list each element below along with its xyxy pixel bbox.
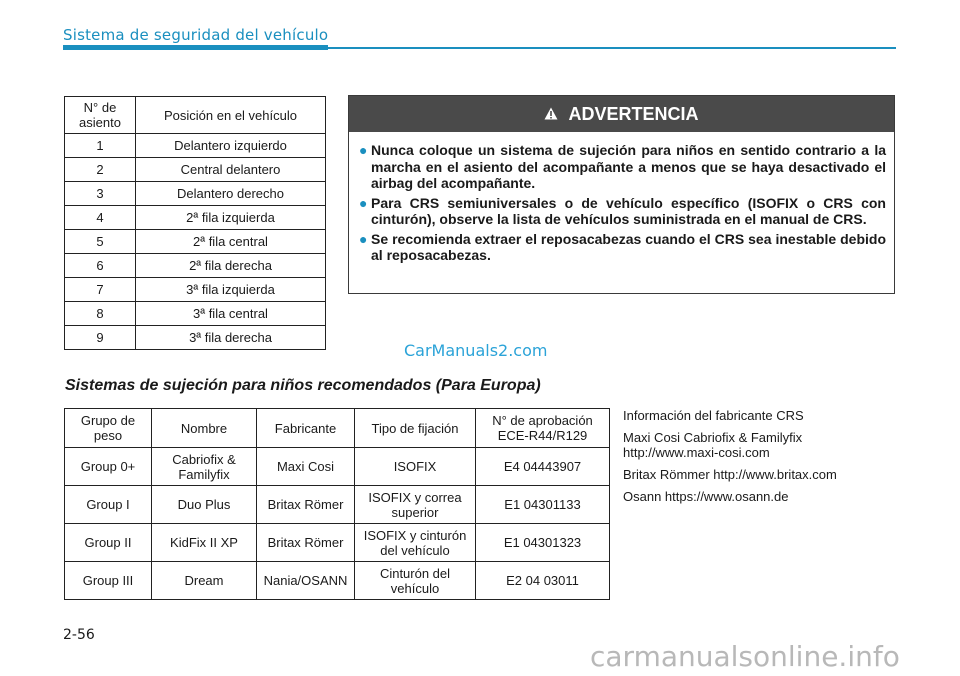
column-header: Tipo de fijación: [355, 409, 476, 448]
table-header-row: [65, 97, 326, 134]
table-cell: ISOFIX y correa superior: [355, 486, 476, 524]
table-row: [65, 326, 326, 350]
table-cell: Delantero derecho: [136, 182, 326, 206]
table-cell: ISOFIX y cinturón del vehículo: [355, 524, 476, 562]
bullet-icon: ●: [359, 142, 368, 158]
warning-item-text: Para CRS semiuniversales o de vehículo específico (ISOFIX o CRS con cinturón), observe la lista de vehículos suministrada en el manual de CRS.: [371, 194, 886, 227]
warning-box: [348, 95, 895, 294]
table-cell: E1 04301133: [476, 486, 610, 524]
table-row: [65, 182, 326, 206]
manufacturer-info-title: Información del fabricante CRS: [623, 408, 804, 423]
footer-watermark: carmanualsonline.info: [590, 640, 900, 673]
manufacturer-entry: Maxi Cosi Cabriofix & Familyfix http://www.maxi-cosi.com: [623, 430, 803, 460]
table-cell: 8: [65, 302, 136, 326]
table-cell: ISOFIX: [355, 448, 476, 486]
table-cell: Duo Plus: [152, 486, 257, 524]
column-header: Fabricante: [257, 409, 355, 448]
column-header: Posición en el vehículo: [136, 97, 326, 134]
table-cell: 2ª fila central: [136, 230, 326, 254]
manufacturer-entry: Britax Römmer http://www.britax.com: [623, 467, 837, 482]
table-cell: Delantero izquierdo: [136, 134, 326, 158]
column-header: N° de asiento: [65, 97, 136, 134]
table-cell: 4: [65, 206, 136, 230]
table-cell: 3ª fila izquierda: [136, 278, 326, 302]
subsection-title: Sistemas de sujeción para niños recomendados (Para Europa): [65, 377, 541, 394]
column-header: N° de aprobación ECE-R44/R129: [476, 409, 610, 448]
table-row: [65, 230, 326, 254]
seat-position-table: [64, 96, 326, 350]
table-row: [65, 134, 326, 158]
table-row: [65, 562, 610, 600]
table-cell: 2ª fila izquierda: [136, 206, 326, 230]
table-cell: 2ª fila derecha: [136, 254, 326, 278]
table-cell: Britax Römer: [257, 524, 355, 562]
manufacturer-entry: Osann https://www.osann.de: [623, 489, 789, 504]
table-row: [65, 524, 610, 562]
table-cell: 3: [65, 182, 136, 206]
table-cell: Maxi Cosi: [257, 448, 355, 486]
table-cell: 9: [65, 326, 136, 350]
table-cell: Dream: [152, 562, 257, 600]
bullet-icon: ●: [359, 230, 368, 247]
header-rule-thin: [328, 47, 896, 49]
table-row: [65, 206, 326, 230]
table-row: [65, 158, 326, 182]
table-header-row: [65, 409, 610, 448]
warning-item-text: Nunca coloque un sistema de sujeción para niños en sentido contrario a la marcha en el asiento del acompañante a menos que se haya desactivado el airbag del acompañante.: [371, 142, 886, 191]
manufacturer-info: [623, 408, 853, 511]
page-number: 2-56: [63, 627, 95, 643]
column-header: Grupo de peso: [65, 409, 152, 448]
table-cell: 5: [65, 230, 136, 254]
watermark-text: CarManuals2.com: [404, 341, 548, 360]
list-item: [359, 142, 886, 192]
table-cell: E2 04 03011: [476, 562, 610, 600]
table-cell: 2: [65, 158, 136, 182]
column-header: Nombre: [152, 409, 257, 448]
crs-recommendation-table: [64, 408, 610, 600]
table-cell: 7: [65, 278, 136, 302]
warning-header: [349, 96, 894, 132]
table-row: [65, 302, 326, 326]
table-cell: Group II: [65, 524, 152, 562]
table-cell: 1: [65, 134, 136, 158]
table-cell: 6: [65, 254, 136, 278]
header-rule-thick: [63, 45, 328, 50]
warning-title: ADVERTENCIA: [568, 103, 699, 124]
list-item: [359, 230, 886, 264]
table-cell: Cabriofix & Familyfix: [152, 448, 257, 486]
section-title: Sistema de seguridad del vehículo: [63, 26, 329, 44]
table-cell: Nania/OSANN: [257, 562, 355, 600]
warning-list: [349, 142, 894, 264]
list-item: [359, 194, 886, 228]
table-cell: E4 04443907: [476, 448, 610, 486]
table-row: [65, 278, 326, 302]
table-cell: Group 0+: [65, 448, 152, 486]
table-cell: KidFix II XP: [152, 524, 257, 562]
bullet-icon: ●: [359, 194, 368, 211]
table-cell: Cinturón del vehículo: [355, 562, 476, 600]
table-cell: 3ª fila central: [136, 302, 326, 326]
table-cell: E1 04301323: [476, 524, 610, 562]
warning-item-text: Se recomienda extraer el reposacabezas cuando el CRS sea inestable debido al reposacabezas.: [371, 230, 886, 263]
table-cell: 3ª fila derecha: [136, 326, 326, 350]
table-cell: Central delantero: [136, 158, 326, 182]
table-cell: Group III: [65, 562, 152, 600]
table-row: [65, 486, 610, 524]
warning-triangle-icon: [544, 104, 558, 125]
table-row: [65, 254, 326, 278]
table-row: [65, 448, 610, 486]
table-cell: Group I: [65, 486, 152, 524]
table-cell: Britax Römer: [257, 486, 355, 524]
